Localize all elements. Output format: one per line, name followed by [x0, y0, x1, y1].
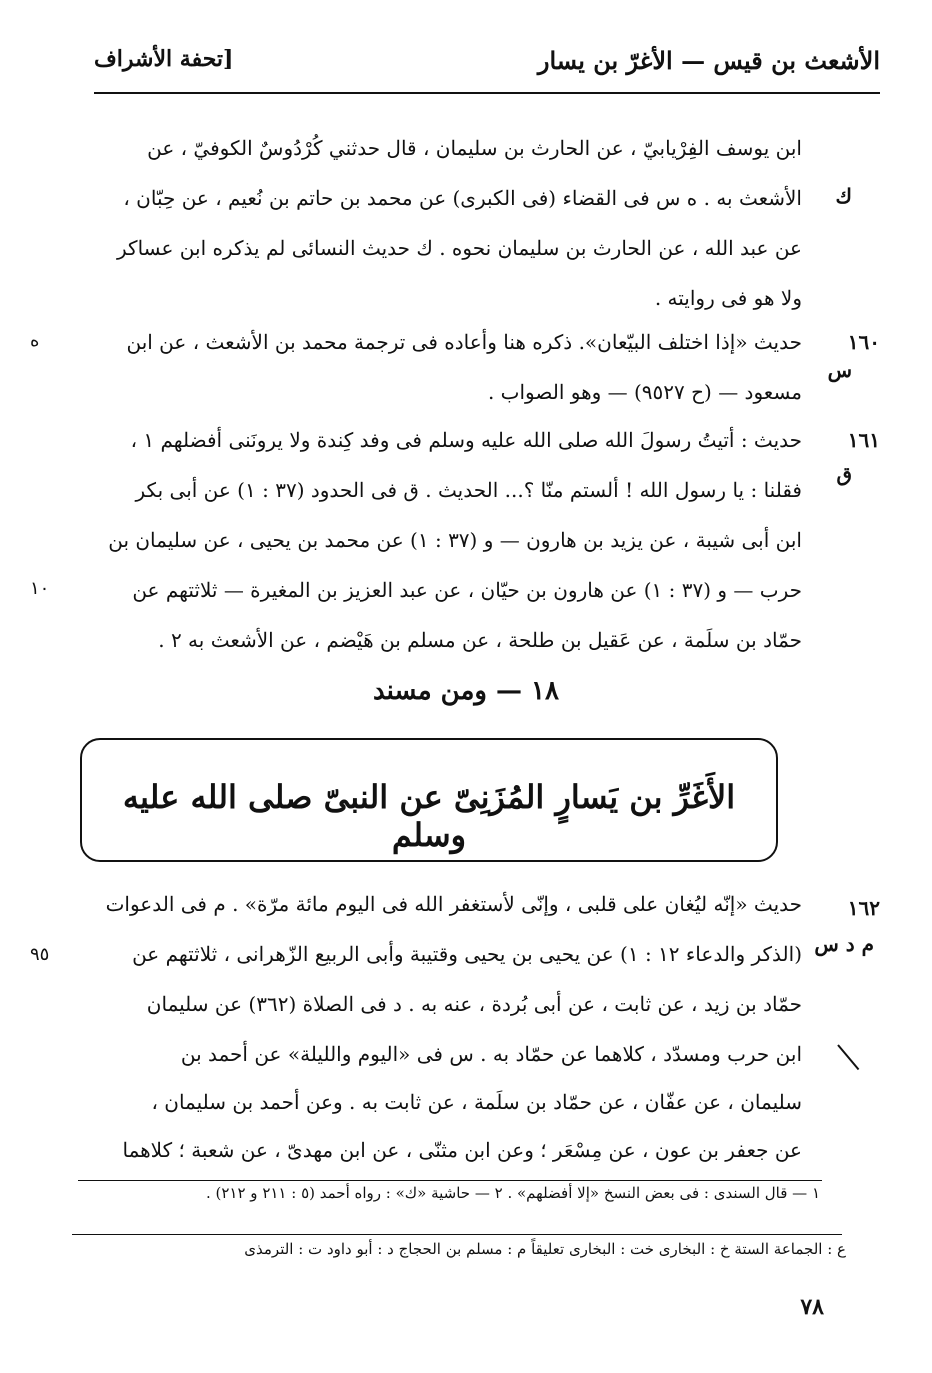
- text-line: حمّاد بن زيد ، عن ثابت ، عن أبى بُردة ، عنه به . د فى الصلاة (٣٦٢) عن سليمان: [146, 992, 802, 1016]
- text-line: ابن يوسف الفِرْيابيّ ، عن الحارث بن سليمان ، قال حدثني كُرْدُوسٌ الكوفيّ ، عن: [147, 136, 802, 160]
- sigla-marker: س: [827, 358, 852, 382]
- musnad-title-box: [80, 738, 778, 862]
- sigla-marker: م د س: [814, 932, 874, 956]
- text-line: حمّاد بن سلَمة ، عن عَقيل بن طلحة ، عن مسلم بن هَيْضم ، عن الأشعث به ٢ .: [158, 628, 802, 652]
- hadith-number: ١٦٠: [847, 330, 880, 354]
- running-head-book: [تحفة الأشراف: [94, 46, 234, 72]
- margin-marker: ٩٥: [30, 944, 50, 965]
- header-rule: [94, 92, 880, 94]
- sigla-marker: ق: [836, 462, 852, 486]
- text-line: حديث «إذا اختلف البيّعان». ذكره هنا وأعاده فى ترجمة محمد بن الأشعث ، عن ابن: [126, 330, 802, 354]
- footnote-rule: [78, 1180, 822, 1181]
- hadith-number: ١٦٢: [847, 896, 880, 920]
- footnotes: ١ — قال السندى : فى بعض النسخ «إلا أفضلهم» . ٢ — حاشية «ك» : رواه أحمد (٥ : ٢١١ و ٢١٢) .: [205, 1184, 820, 1202]
- text-line: سليمان ، عن عفّان ، عن حمّاد بن سلَمة ، عن ثابت به . وعن أحمد بن سليمان ،: [151, 1090, 802, 1114]
- running-head-title: الأشعث بن قيس — الأغرّ بن يسار: [537, 46, 880, 75]
- sigla-marker: ك: [835, 184, 852, 208]
- text-line: ابن أبى شيبة ، عن يزيد بن هارون — و (٣٧ : ١) عن محمد بن يحيى ، عن سليمان بن: [108, 528, 802, 552]
- section-title: ١٨ — ومن مسند: [373, 676, 559, 706]
- text-line: ولا هو فى روايته .: [654, 286, 802, 310]
- margin-pen-stroke: [837, 1044, 859, 1070]
- margin-marker: ١٠: [30, 578, 50, 599]
- musnad-title: الأَغَرِّ بن يَسارٍ المُزَنِىّ عن النبىّ صلى الله عليه وسلم: [122, 778, 736, 854]
- text-line: الأشعث به . ه س فى القضاء (فى الكبرى) عن محمد بن حاتم بن نُعيم ، عن حِبّان ،: [123, 186, 802, 210]
- text-line: مسعود — (ح ٩٥٢٧) — وهو الصواب .: [487, 380, 802, 404]
- text-line: فقلنا : يا رسول الله ! ألستم منّا ؟... الحديث . ق فى الحدود (٣٧ : ١) عن أبى بكر: [135, 478, 802, 502]
- text-line: حديث «إنّه ليُغان على قلبى ، وإنّى لأستغفر الله فى اليوم مائة مرّة» . م فى الدعوات: [105, 892, 802, 916]
- text-line: عن عبد الله ، عن الحارث بن سليمان نحوه . ك حديث النسائى لم يذكره ابن عساكر: [117, 236, 802, 260]
- text-line: حديث : أتيتُ رسولَ الله صلى الله عليه وسلم فى وفد كِندة ولا يرونَنى أفضلهم ١ ،: [130, 428, 802, 452]
- hadith-number: ١٦١: [847, 428, 880, 452]
- text-line: حرب — و (٣٧ : ١) عن هارون بن حيّان ، عن عبد العزيز بن المغيرة — ثلاثتهم عن: [132, 578, 802, 602]
- margin-marker: ه: [30, 330, 40, 351]
- page-number: ٧٨: [800, 1294, 824, 1320]
- text-line: ابن حرب ومسدّد ، كلاهما عن حمّاد به . س فى «اليوم والليلة» عن أحمد بن: [180, 1042, 802, 1066]
- abbreviations-rule: [72, 1234, 842, 1235]
- text-line: (الذكر والدعاء ١٢ : ١) عن يحيى بن يحيى وقتيبة وأبى الربيع الزّهرانى ، ثلاثتهم عن: [132, 942, 802, 966]
- abbreviations-key: ع : الجماعة الستة خ : البخارى خت : البخارى تعليقاً م : مسلم بن الحجاج د : أبو داود ت : الترمذى: [244, 1240, 846, 1258]
- text-line: عن جعفر بن عون ، عن مِسْعَر ؛ وعن ابن مثنّى ، عن ابن مهدىّ ، عن شعبة ؛ كلاهما: [122, 1138, 802, 1162]
